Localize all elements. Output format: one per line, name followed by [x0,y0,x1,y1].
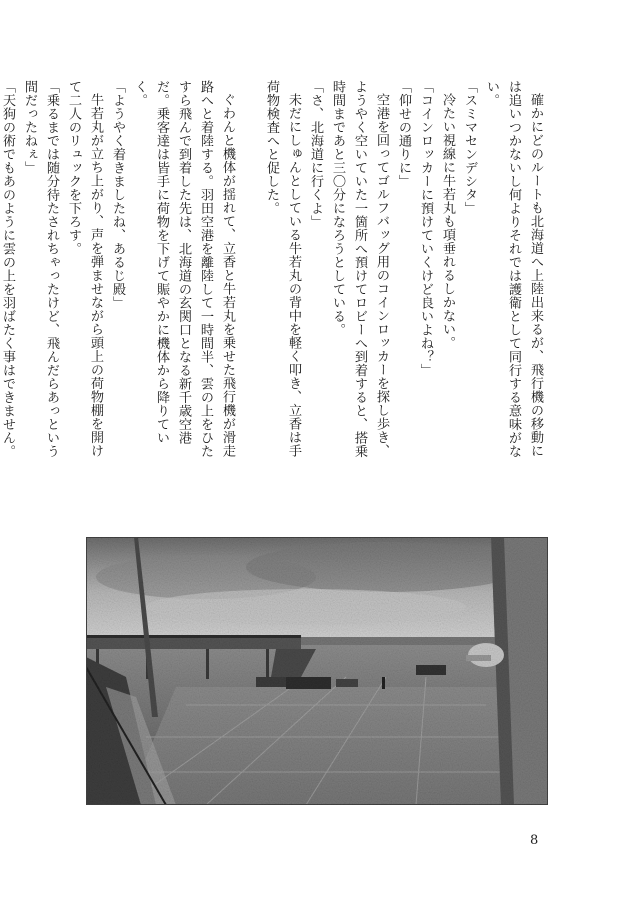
paragraph: ぐわんと機体が揺れて、立香と牛若丸を乗せた飛行機が滑走路へと着陸する。羽田空港を離陸して一時間半、雲の上をひたすら飛んで到着した先は、北海道の玄関口となる新千歳空港だ。乗客達は皆手に荷物を下げて賑やかに機体から降りていく。 [132,80,235,458]
airport-apron-photo-icon [86,537,548,805]
paragraph: 「天狗の術でもあのように雲の上を羽ばたく事はできません。 [0,80,15,458]
paragraph: 空港を回ってゴルフバッグ用のコインロッカーを探し歩き、ようやく空いていた一箇所へ預けてロビーへ到着すると、搭乗時間まであと三〇分になろうとしている。 [330,80,389,458]
photo-illustration [86,537,548,805]
paragraph: 牛若丸が立ち上がり、声を弾ませながら頭上の荷物棚を開けて二人のリュックを下ろす。 [66,80,103,458]
page-number: 8 [530,833,539,848]
paragraph: 「コインロッカーに預けていくけど良いよね？」 [418,80,433,377]
paragraph: 「さ、北海道に行くよ」 [308,80,323,229]
paragraph: 冷たい視線に牛若丸も項垂れるしかない。 [440,93,455,350]
paragraph: 「仰せの通りに」 [396,80,411,188]
paragraph-spacer [238,80,260,468]
paragraph: 確かにどのルートも北海道へ上陸出来るが、飛行機の移動には追いつかないし何よりそれでは護衛として同行する意味がない。 [484,80,543,458]
paragraph: 未だにしゅんとしている牛若丸の背中を軽く叩き、立香は手荷物検査へと促した。 [264,80,301,458]
paragraph: 「ようやく着きましたね、あるじ殿」 [110,80,125,310]
paragraph: 「スミマセンデシタ」 [462,80,477,215]
paragraph: 「乗るまでは随分待たされちゃったけど、飛んだらあっという間だったねぇ」 [22,80,59,458]
vertical-text-block [0,80,546,468]
